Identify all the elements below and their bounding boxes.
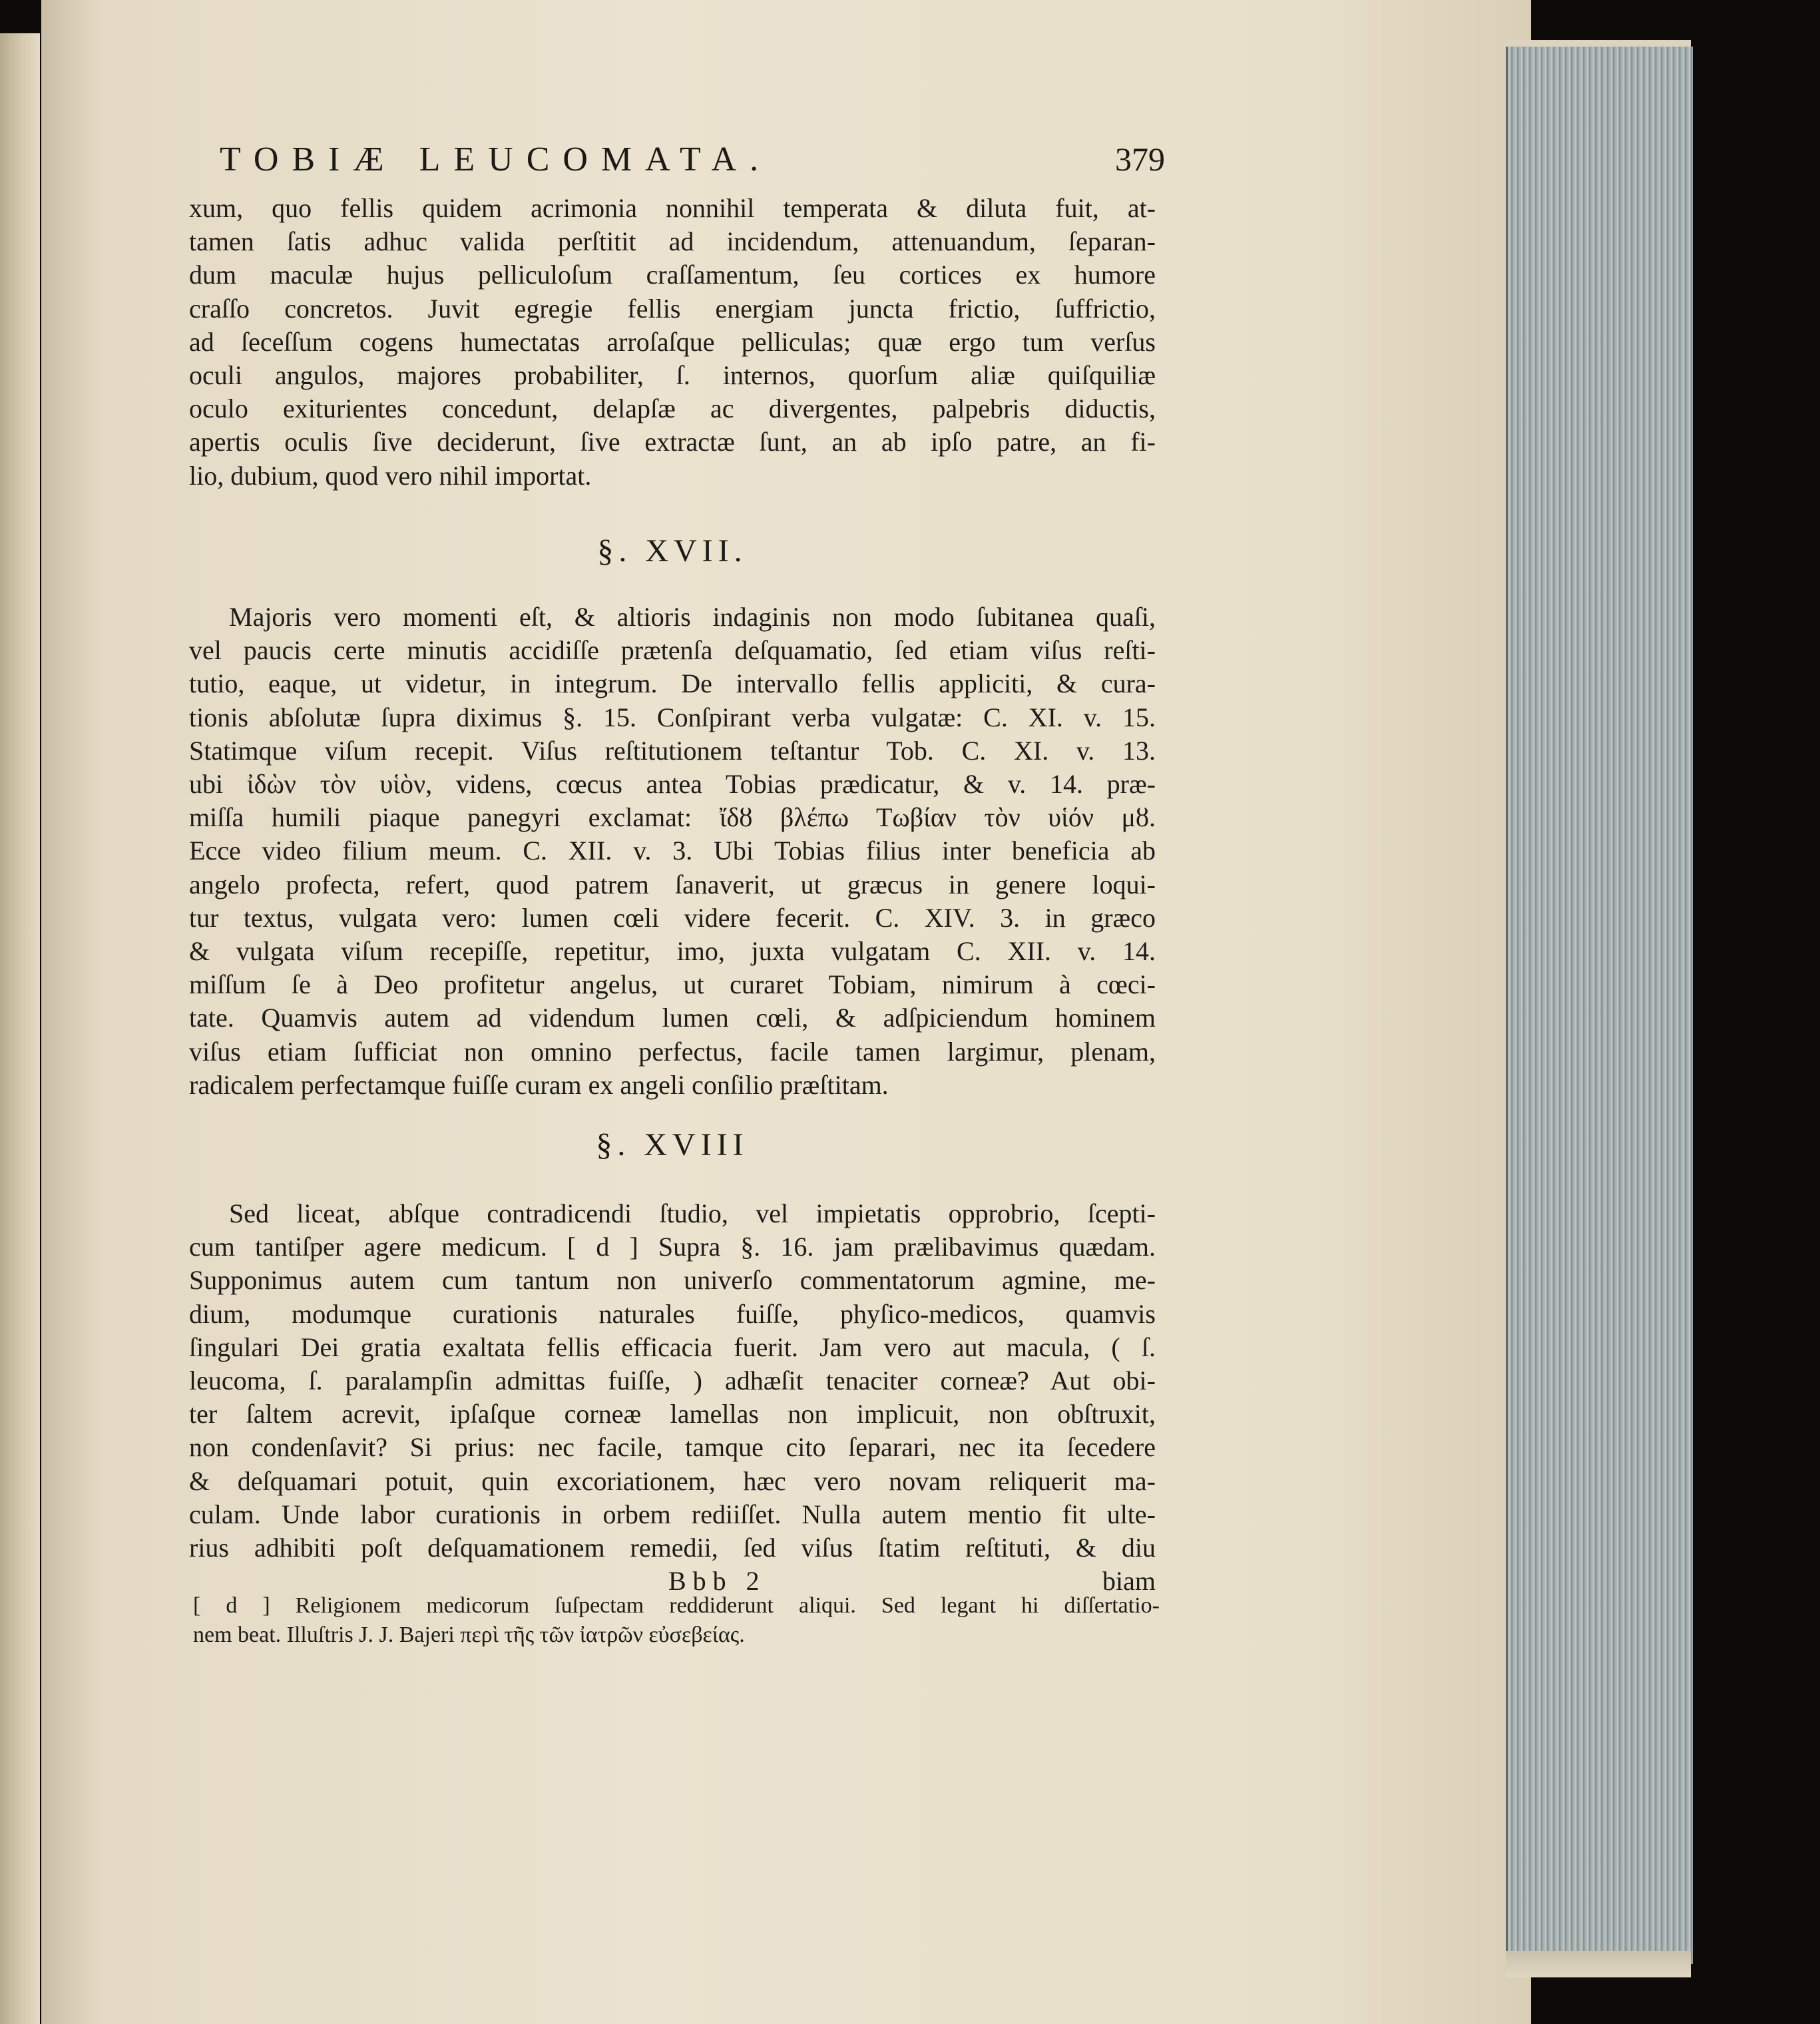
- text-line: radicalem perfectamque fuiſſe curam ex angeli conſilio præſtitam.: [189, 1069, 889, 1100]
- book-edge-bottom: [1506, 1951, 1691, 1977]
- text-line: vel paucis certe minutis accidiſſe prætenſa deſquamatio, ſed etiam viſus reſti-: [189, 635, 1156, 666]
- text-line: ter ſaltem acrevit, ipſaſque corneæ lamellas non implicuit, non obſtruxit,: [189, 1399, 1156, 1429]
- running-title: TOBIÆ LEUCOMATA.: [220, 140, 772, 178]
- footnote: [193, 1591, 1160, 1650]
- page-number: 379: [1115, 140, 1165, 178]
- text-line: oculi angulos, majores probabiliter, ſ. internos, quorſum aliæ quiſquiliæ: [189, 360, 1156, 391]
- text-line: angelo profecta, refert, quod patrem ſanaverit, ut græcus in genere loqui-: [189, 869, 1156, 899]
- signature-mark: Bbb 2: [668, 1566, 766, 1597]
- text-line: tamen ſatis adhuc valida perſtitit ad incidendum, attenuandum, ſeparan-: [189, 226, 1156, 257]
- paragraph-1: [189, 192, 1156, 493]
- text-line: Ecce video filium meum. C. XII. v. 3. Ubi Tobias filius inter beneficia ab: [189, 836, 1156, 866]
- text-line: Majoris vero momenti eſt, & altioris indaginis non modo ſubitanea quaſi,: [229, 602, 1156, 632]
- section-heading-xviii: §. XVIII: [596, 1127, 749, 1162]
- text-line: Statimque viſum recepit. Viſus reſtitutionem teſtantur Tob. C. XI. v. 13.: [189, 735, 1156, 766]
- text-line: tutio, eaque, ut videtur, in integrum. De intervallo fellis appliciti, & cura-: [189, 668, 1156, 699]
- text-line: ſingulari Dei gratia exaltata fellis efficacia fuerit. Jam vero aut macula, ( ſ.: [189, 1332, 1156, 1362]
- text-line: culam. Unde labor curationis in orbem rediiſſet. Nulla autem mentio fit ulte-: [189, 1499, 1156, 1529]
- footnote-line: [ d ] Religionem medicorum ſuſpectam reddiderunt aliqui. Sed legant hi diſſertatio-: [193, 1593, 1160, 1618]
- catchword: biam: [1102, 1566, 1156, 1597]
- text-line: apertis oculis ſive deciderunt, ſive extractæ ſunt, an ab ipſo patre, an fi-: [189, 427, 1156, 457]
- text-line: xum, quo fellis quidem acrimonia nonnihil temperata & diluta fuit, at-: [189, 193, 1156, 223]
- text-line: dum maculæ hujus pelliculoſum craſſamentum, ſeu cortices ex humore: [189, 260, 1156, 290]
- text-line: & deſquamari potuit, quin excoriationem, hæc vero novam reliquerit ma-: [189, 1465, 1156, 1496]
- paragraph-3: [189, 1197, 1156, 1598]
- text-line: viſus etiam ſufficiat non omnino perfectus, facile tamen largimur, plenam,: [189, 1036, 1156, 1067]
- section-heading-xvii: §. XVII.: [597, 533, 748, 569]
- paragraph-2: [189, 601, 1156, 1102]
- text-line: Supponimus autem cum tantum non univerſo commentatorum agmine, me-: [189, 1265, 1156, 1296]
- text-line: lio, dubium, quod vero nihil importat.: [189, 460, 592, 491]
- text-line: leucoma, ſ. paralampſin admittas fuiſſe, ) adhæſit tenaciter corneæ? Aut obi-: [189, 1366, 1156, 1396]
- running-head: [220, 140, 1165, 179]
- text-line: miſſa humili piaque panegyri exclamat: ἴδȣ βλέπω Τωβίαν τὸν υἱόν μȣ.: [189, 802, 1156, 833]
- text-line: & vulgata viſum recepiſſe, repetitur, imo, juxta vulgatam C. XII. v. 14.: [189, 936, 1156, 967]
- text-line: ubi ἰδὼν τὸν υἱὸν, videns, cœcus antea Tobias prædicatur, & v. 14. præ-: [189, 769, 1156, 800]
- text-line: miſſum ſe à Deo profitetur angelus, ut curaret Tobiam, nimirum à cœci-: [189, 969, 1156, 1000]
- text-line: non condenſavit? Si prius: nec facile, tamque cito ſeparari, nec ita ſecedere: [189, 1432, 1156, 1463]
- text-line: rius adhibiti poſt deſquamationem remedii, ſed viſus ſtatim reſtituti, & diu: [189, 1533, 1156, 1563]
- text-line: tionis abſolutæ ſupra diximus §. 15. Conſpirant verba vulgatæ: C. XI. v. 15.: [189, 702, 1156, 732]
- text-line: oculo exiturientes concedunt, delapſæ ac divergentes, palpebris diductis,: [189, 393, 1156, 424]
- text-line: tur textus, vulgata vero: lumen cœli videre fecerit. C. XIV. 3. in græco: [189, 902, 1156, 933]
- text-line: ad ſeceſſum cogens humectatas arroſaſque pelliculas; quæ ergo tum verſus: [189, 326, 1156, 357]
- footnote-line: nem beat. Illuſtris J. J. Bajeri περὶ τῆς τῶν ἰατρῶν εὐσεβείας.: [193, 1623, 745, 1647]
- text-line: Sed liceat, abſque contradicendi ſtudio, vel impietatis opprobrio, ſcepti-: [229, 1198, 1156, 1228]
- text-line: cum tantiſper agere medicum. [ d ] Supra §. 16. jam prælibavimus quædam.: [189, 1232, 1156, 1262]
- book-fore-edge: [1506, 47, 1693, 1964]
- text-line: dium, modumque curationis naturales fuiſſe, phyſico-medicos, quamvis: [189, 1298, 1156, 1329]
- text-line: tate. Quamvis autem ad videndum lumen cœli, & adſpiciendum hominem: [189, 1003, 1156, 1033]
- text-line: craſſo concretos. Juvit egregie fellis energiam juncta frictio, ſuffrictio,: [189, 293, 1156, 324]
- facing-page-edge: [0, 33, 40, 2024]
